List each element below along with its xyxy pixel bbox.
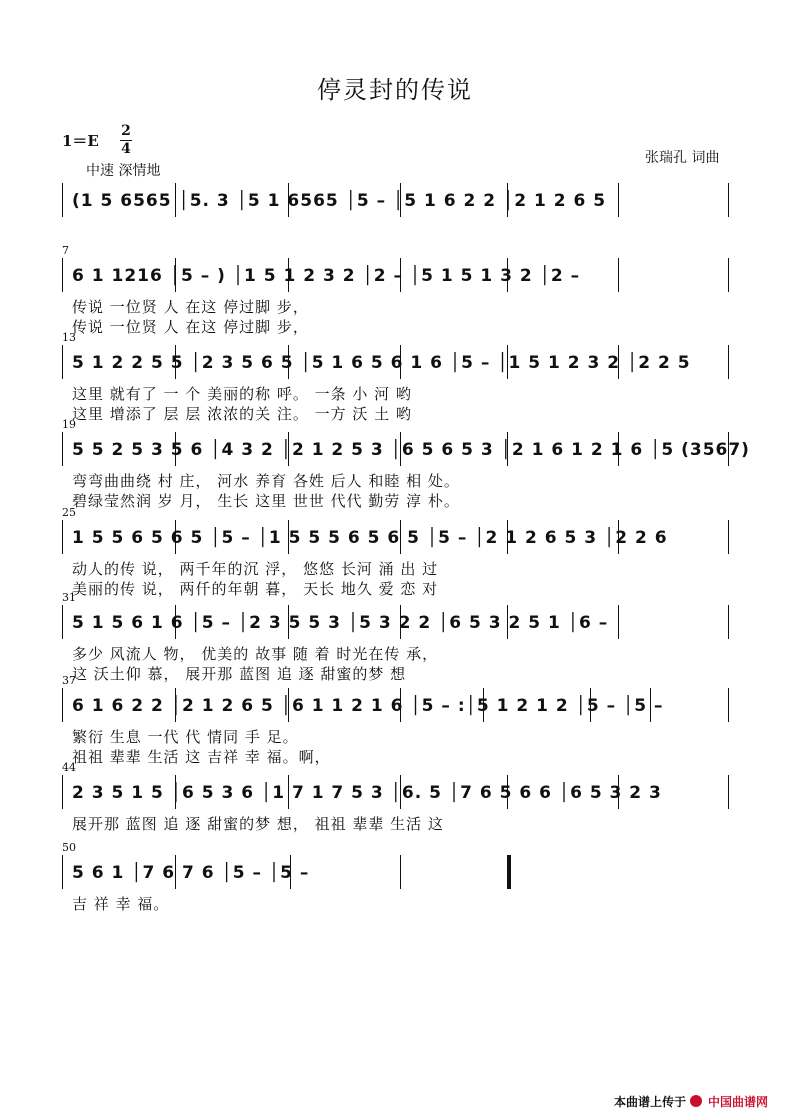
lyric-line: 这里 增添了 层 层 浓浓的关 注。 一方 沃 土 哟 bbox=[72, 405, 412, 423]
barline bbox=[507, 855, 511, 889]
key-signature: 1＝E bbox=[62, 132, 99, 150]
barline bbox=[728, 688, 729, 722]
lyric-line: 祖祖 辈辈 生活 这 吉祥 幸 福。啊， bbox=[72, 748, 331, 766]
measure-number: 50 bbox=[62, 841, 76, 854]
lyric-line: 繁衍 生息 一代 代 情同 手 足。 bbox=[72, 728, 299, 746]
score-system bbox=[0, 169, 790, 249]
measure-number: 31 bbox=[62, 591, 76, 604]
barline bbox=[728, 775, 729, 809]
barline bbox=[62, 520, 63, 554]
score-system bbox=[0, 418, 790, 510]
barline bbox=[618, 258, 619, 292]
tempo-marking: 中速 深情地 bbox=[86, 163, 161, 179]
barline bbox=[618, 183, 619, 217]
footer-text: 本曲谱上传于 bbox=[613, 1095, 686, 1109]
notation-line: 5 1 5 6 1 6 │5 – │2 3 5 5 3 │5 3 2 2 │6 5 3 2 5 1 │6 – bbox=[72, 613, 609, 633]
composer-credit: 张瑞孔 词曲 bbox=[645, 150, 720, 166]
notation-line: 5 5 2 5 3 5 6 │4 3 2 │2 1 2 5 3 │6 5 6 5 3 │2 1 6 1 2 1 6 │5 (3567) bbox=[72, 440, 750, 460]
barline bbox=[62, 258, 63, 292]
notation-line: (1 5 6565 │5. 3 │5 1 6565 │5 – │5 1 6 2 2 │2 1 2 6 5 bbox=[72, 191, 607, 211]
notation-line: 1 5 5 6 5 6 5 │5 – │1 5 5 5 6 5 6 5 │5 – │2 1 2 6 5 3 │2 2 6 bbox=[72, 528, 668, 548]
measure-number: 19 bbox=[62, 418, 76, 431]
score-system bbox=[0, 761, 790, 841]
lyric-line: 这里 就有了 一 个 美丽的称 呼。 一条 小 河 哟 bbox=[72, 385, 412, 403]
notation-line: 5 1 2 2 5 5 │2 3 5 6 5 │5 1 6 5 6 1 6 │5 – │1 5 1 2 3 2 │2 2 5 bbox=[72, 353, 691, 373]
measure-number: 13 bbox=[62, 331, 76, 344]
notation-line: 6 1 6 2 2 │2 1 2 6 5 │6 1 1 2 1 6 │5 – :│5 1 2 1 2 │5 – │5 – bbox=[72, 696, 664, 716]
barline bbox=[62, 345, 63, 379]
barline bbox=[728, 520, 729, 554]
barline bbox=[62, 432, 63, 466]
measure-number: 37 bbox=[62, 674, 76, 687]
lyric-line: 这 沃土仰 慕， 展开那 蓝图 追 逐 甜蜜的梦 想 bbox=[72, 665, 407, 683]
score-system bbox=[0, 331, 790, 423]
score-system bbox=[0, 841, 790, 921]
lyric-line: 展开那 蓝图 追 逐 甜蜜的梦 想， 祖祖 辈辈 生活 这 bbox=[72, 815, 444, 833]
footer-site: 中国曲谱网 bbox=[707, 1095, 768, 1109]
page-title: 停灵封的传说 bbox=[317, 76, 473, 104]
lyric-line: 多少 风流人 物， 优美的 故事 随 着 时光在传 承， bbox=[72, 645, 439, 663]
barline bbox=[62, 605, 63, 639]
lyric-line: 传说 一位贤 人 在这 停过脚 步， bbox=[72, 298, 309, 316]
notation-line: 2 3 5 1 5 │6 5 3 6 │1 7 1 7 5 3 │6. 5 │7 6 5 6 6 │6 5 3 2 3 bbox=[72, 783, 662, 803]
meter-top: 2 bbox=[121, 123, 131, 139]
score-system bbox=[0, 244, 790, 336]
barline bbox=[618, 605, 619, 639]
barline bbox=[400, 855, 401, 889]
barline bbox=[728, 183, 729, 217]
lyric-line: 碧绿莹然润 岁 月， 生长 这里 世世 代代 勤劳 淳 朴。 bbox=[72, 492, 460, 510]
barline bbox=[62, 775, 63, 809]
site-logo-icon bbox=[690, 1095, 702, 1107]
lyric-line: 动人的传 说， 两千年的沉 浮， 悠悠 长河 涌 出 过 bbox=[72, 560, 439, 578]
score-system bbox=[0, 674, 790, 766]
lyric-line: 传说 一位贤 人 在这 停过脚 步， bbox=[72, 318, 309, 336]
barline bbox=[728, 345, 729, 379]
time-signature bbox=[120, 124, 132, 157]
barline bbox=[728, 258, 729, 292]
barline bbox=[728, 605, 729, 639]
measure-number: 44 bbox=[62, 761, 76, 774]
barline bbox=[62, 855, 63, 889]
lyric-line: 吉 祥 幸 福。 bbox=[72, 895, 170, 913]
measure-number: 7 bbox=[62, 244, 69, 257]
footer bbox=[614, 1093, 768, 1110]
lyric-line: 美丽的传 说， 两仟的年朝 暮， 天长 地久 爱 恋 对 bbox=[72, 580, 439, 598]
measure-number: 25 bbox=[62, 506, 76, 519]
notation-line: 6 1 1216 │5 – ) │1 5 1 2 3 2 │2 – │5 1 5 1 3 2 │2 – bbox=[72, 266, 581, 286]
notation-line: 5 6 1 │7 6 7 6 │5 – │5 – bbox=[72, 863, 310, 883]
barline bbox=[62, 688, 63, 722]
lyric-line: 弯弯曲曲绕 村 庄， 河水 养育 各姓 后人 和睦 相 处。 bbox=[72, 472, 460, 490]
barline bbox=[62, 183, 63, 217]
meter-bottom: 4 bbox=[121, 141, 131, 157]
